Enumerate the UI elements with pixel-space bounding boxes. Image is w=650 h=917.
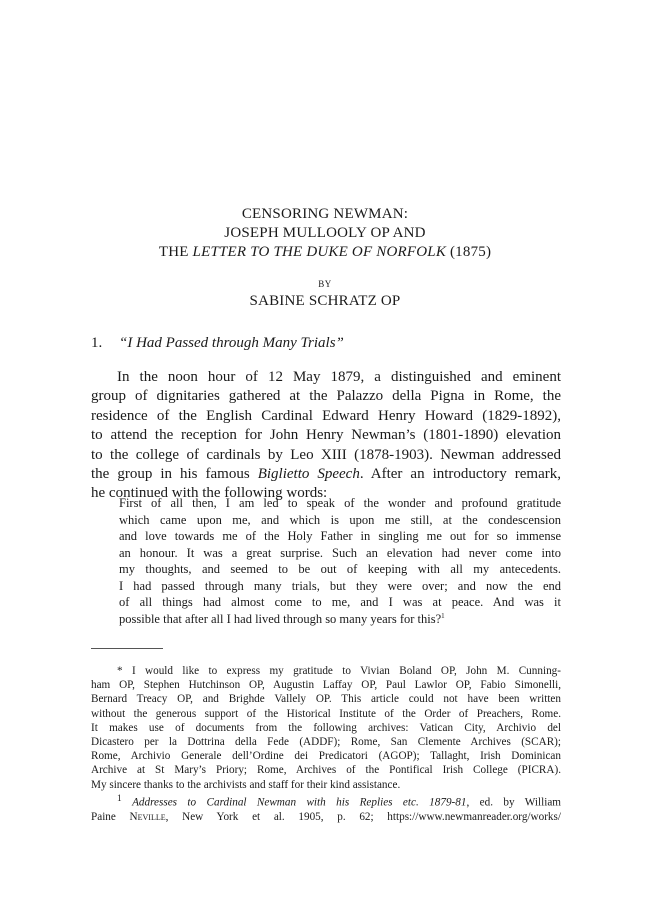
speech-title: Biglietto Speech [257, 466, 360, 483]
body-line: he continued with the following words: [91, 485, 328, 502]
footnote-reference[interactable]: 1 [441, 611, 445, 620]
footnote-line: Dicastero per la Dottrina della Fede (ADDF); Rome, San Clemente Archives (SCAR); [91, 736, 561, 749]
body-line: residence of the English Cardinal Edward Henry Howard (1829-1892), [91, 407, 561, 424]
footnote-line: Bernard Treacy OP, and Brighde Vallely OP. This article could not have been written [91, 693, 561, 706]
footnote-line: * I would like to express my gratitude to Vivian Boland OP, John M. Cunning- [117, 665, 561, 677]
byline-by: BY [318, 279, 332, 289]
quote-line: which came upon me, and which is upon me still, at the condescension [119, 512, 561, 527]
quote-line: of all things had almost come to me, and I was at peace. And was it [119, 595, 561, 609]
quote-line: First of all then, I am led to speak of the wonder and profound gratitude [119, 496, 561, 510]
section-title: “I Had Passed through Many Trials” [119, 335, 344, 351]
footnote-mark: 1 [117, 793, 122, 804]
footnotes [91, 664, 561, 824]
quote-line: an honour. It was a great surprise. Such an elevation had never come into [119, 545, 561, 560]
quote-line: possible that after all I had lived through so many years for this?$^1$ [119, 611, 445, 626]
footnote-1-line: $^1$ Addresses to Cardinal Newman with his Replies etc. 1879-81, ed. by William [117, 793, 561, 809]
body-line: the group in his famous Biglietto Speech. After an introductory remark, [91, 466, 561, 483]
footnote-line: Archive at St Mary’s Priory; Rome, Archives of the Pontifical Irish College (PICRA). [91, 764, 561, 777]
block-quote [119, 495, 561, 627]
quote-line: and love towards me of the Holy Father in singling me out for so immense [119, 529, 561, 543]
title-line-1: CENSORING NEWMAN: [241, 206, 409, 222]
title-line-2: JOSEPH MULLOOLY OP AND [224, 225, 426, 241]
author-name: SABINE SCHRATZ OP [249, 293, 401, 309]
editor-name: Neville [129, 810, 166, 823]
section-heading [91, 333, 561, 353]
article-title-block [0, 205, 650, 311]
body-paragraph [91, 368, 561, 504]
footnote-line: without the generous support of the Historical Institute of the Order of Preachers, Rome. [91, 707, 561, 720]
footnote-line: It makes use of documents from the following archives: Vatican City, Archivio del [91, 721, 561, 734]
title-line-3: THE LETTER TO THE DUKE OF NORFOLK (1875) [158, 244, 492, 260]
title-italic-work: LETTER TO THE DUKE OF NORFOLK [192, 244, 447, 260]
footnote-line: ham OP, Stephen Hutchinson OP, Augustin Laffay OP, Paul Lawlor OP, Fabio Simonelli, [91, 679, 561, 692]
footnote-separator [91, 648, 163, 649]
footnote-line: Rome, Archivio Generale dell’Ordine dei Predicatori (AGOP); Tallaght, Irish Dominican [91, 750, 561, 763]
body-line: group of dignitaries gathered at the Palazzo della Pigna in Rome, the [91, 388, 561, 405]
section-number: 1. [91, 335, 103, 351]
quote-line: my thoughts, and seemed to be out of keeping with all my antecedents. [119, 562, 561, 576]
body-line: to the college of cardinals by Leo XIII (1878-1903). Newman addressed [91, 446, 561, 463]
footnote-line: My sincere thanks to the archivists and staff for their kind assistance. [91, 778, 401, 791]
body-line: In the noon hour of 12 May 1879, a distinguished and eminent [117, 369, 561, 385]
quote-line: I had passed through many trials, but they were over; and now the end [119, 578, 561, 593]
footnote-1-line: Paine Neville, New York et al. 1905, p. 62; https://www.newmanreader.org/works/ [91, 810, 561, 823]
body-line: to attend the reception for John Henry Newman’s (1801-1890) elevation [91, 427, 561, 444]
